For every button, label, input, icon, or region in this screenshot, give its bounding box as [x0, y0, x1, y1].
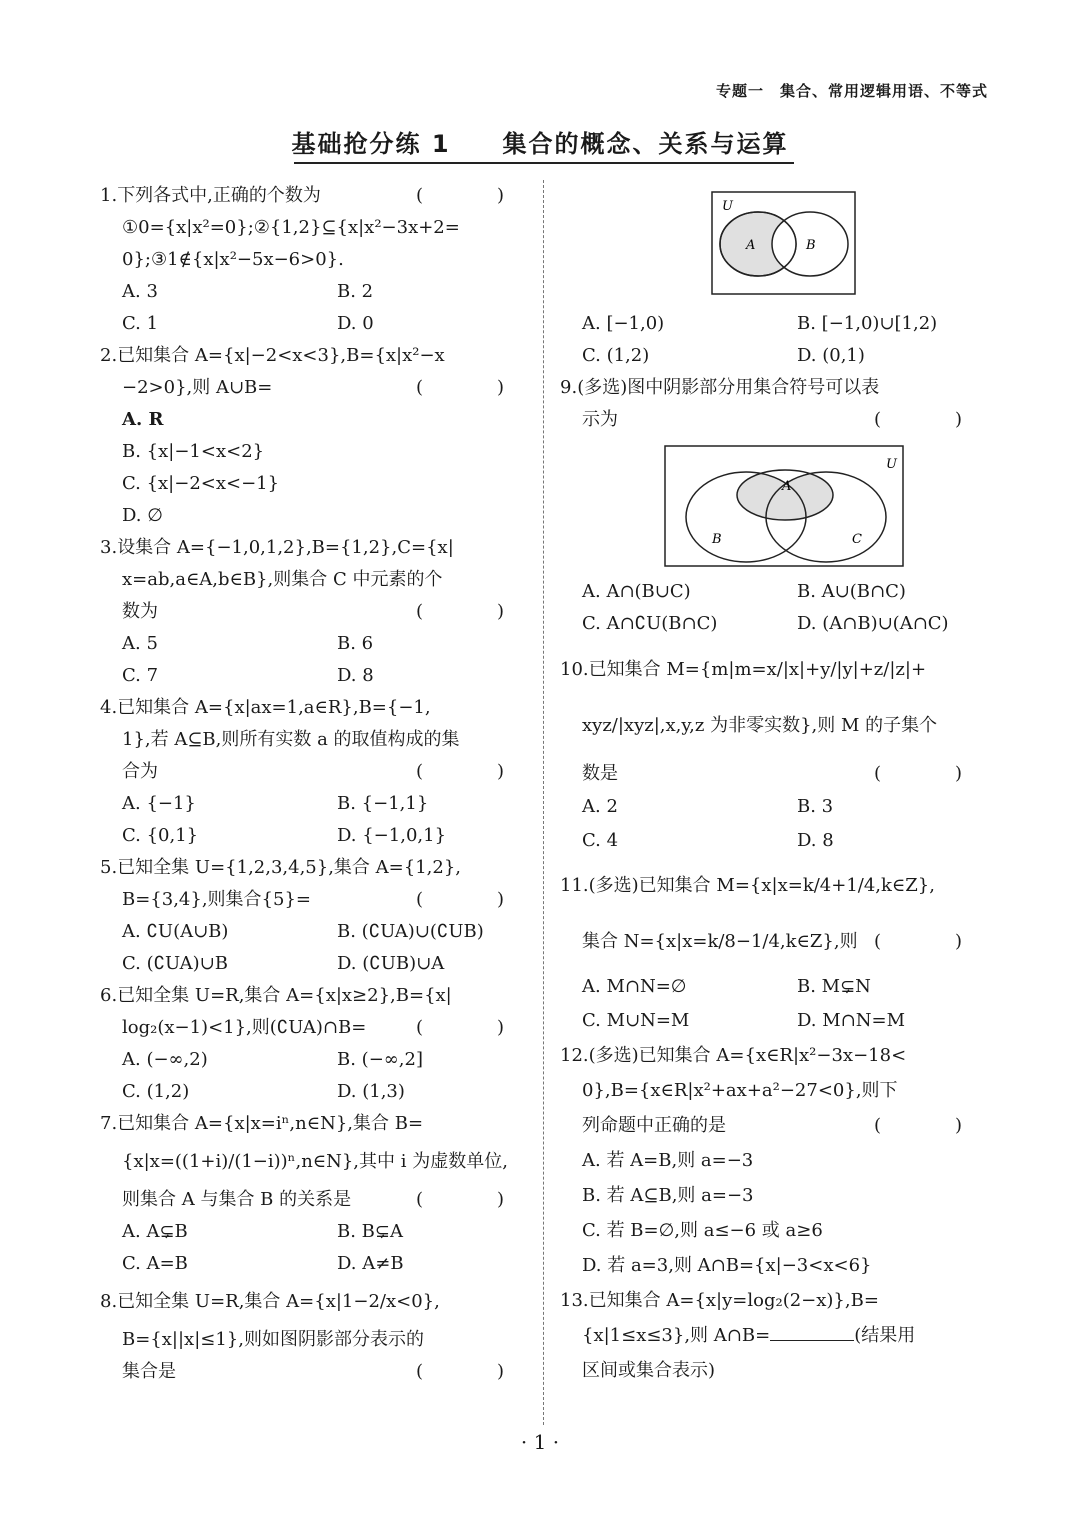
- answer-blank[interactable]: [770, 1322, 854, 1341]
- option-c: C. A∩∁U(B∩C): [582, 613, 718, 634]
- question-5: [100, 852, 532, 980]
- running-header: 专题一 集合、常用逻辑用语、不等式: [715, 82, 988, 100]
- question-number: 13.: [560, 1290, 589, 1311]
- option-c: C. (∁UA)∪B: [122, 953, 228, 974]
- page-title: 基础抢分练 1 集合的概念、关系与运算: [291, 130, 789, 158]
- option-d: D. {−1,0,1}: [337, 825, 447, 846]
- option-a: A. A∩(B∪C): [582, 581, 691, 602]
- question-text: (多选)已知集合 A={x∈R|x²−3x−18<: [588, 1045, 907, 1066]
- title-underline: [294, 162, 794, 164]
- option-a: A. 2: [582, 796, 618, 817]
- question-text: 合为: [122, 761, 158, 782]
- answer-paren: ( ): [415, 377, 532, 398]
- question-number: 2.: [100, 345, 118, 366]
- option-b: B. 3: [797, 796, 834, 817]
- question-text: 则集合 A 与集合 B 的关系是: [122, 1189, 352, 1210]
- option-b: B. M⊊N: [797, 976, 871, 997]
- label-c: C: [852, 532, 862, 547]
- option-d: D. 8: [797, 830, 834, 851]
- option-b: B. 6: [337, 633, 374, 654]
- option-b: B. {−1,1}: [337, 793, 429, 814]
- question-number: 4.: [100, 697, 118, 718]
- answer-paren: ( ): [873, 931, 990, 952]
- option-d: D. ∅: [122, 505, 163, 526]
- label-u: U: [886, 457, 897, 472]
- label-a: A: [782, 479, 792, 494]
- question-number: 7.: [100, 1113, 118, 1134]
- question-text: 已知集合 A={x|x=iⁿ,n∈N},集合 B=: [117, 1113, 424, 1134]
- question-text: 0};③1∉{x|x²−5x−6>0}.: [122, 249, 344, 270]
- option-d: D. M∩N=M: [797, 1010, 906, 1031]
- option-b: B. (∁UA)∪(∁UB): [337, 921, 484, 942]
- answer-paren: ( ): [873, 409, 990, 430]
- option-a: A. 3: [122, 281, 158, 302]
- option-c: C. (1,2): [582, 345, 650, 366]
- question-number: 8.: [100, 1291, 118, 1312]
- left-column: [100, 180, 532, 1388]
- question-text: −2>0},则 A∪B=: [122, 377, 273, 398]
- question-4: [100, 692, 532, 852]
- option-a: A. M∩N=∅: [582, 976, 687, 997]
- question-text: 已知全集 U={1,2,3,4,5},集合 A={1,2},: [117, 857, 461, 878]
- option-b: B. 若 A⊆B,则 a=−3: [582, 1185, 754, 1206]
- option-c: C. 7: [122, 665, 159, 686]
- option-a: A. {−1}: [122, 793, 196, 814]
- question-text: 集合 N={x|x=k/8−1/4,k∈Z},则: [582, 931, 858, 952]
- option-b: B. {x|−1<x<2}: [122, 441, 265, 462]
- answer-paren: ( ): [415, 1017, 532, 1038]
- option-b: B. (−∞,2]: [337, 1049, 423, 1070]
- question-text: log₂(x−1)<1},则(∁UA)∩B=: [122, 1017, 367, 1038]
- question-text: (多选)图中阴影部分用集合符号可以表: [577, 377, 880, 398]
- question-number: 6.: [100, 985, 118, 1006]
- question-text: 已知集合 A={x|−2<x<3},B={x|x²−x: [117, 345, 445, 366]
- venn-diagram-q9: [560, 440, 990, 572]
- answer-paren: ( ): [873, 763, 990, 784]
- question-text: 数为: [122, 601, 158, 622]
- question-text: ①0={x|x²=0};②{1,2}⊆{x|x²−3x+2=: [122, 217, 460, 238]
- question-1: [100, 180, 532, 340]
- option-d: D. 若 a=3,则 A∩B={x|−3<x<6}: [582, 1255, 872, 1276]
- question-6: [100, 980, 532, 1108]
- question-text: 已知集合 M={m|m=x/|x|+y/|y|+z/|z|+: [588, 659, 927, 680]
- question-text: {x|x=((1+i)/(1−i))ⁿ,n∈N},其中 i 为虚数单位,: [122, 1151, 508, 1172]
- option-a: A. A⊊B: [122, 1221, 188, 1242]
- question-10: [560, 646, 990, 858]
- question-text: {x|1≤x≤3},则 A∩B=: [582, 1325, 771, 1346]
- option-a: A. R: [122, 409, 164, 430]
- option-c: C. (1,2): [122, 1081, 190, 1102]
- venn-diagram-q8: [560, 182, 990, 304]
- question-text: 示为: [582, 409, 618, 430]
- question-text: B={x||x|≤1},则如图阴影部分表示的: [122, 1329, 424, 1350]
- question-8: [100, 1280, 532, 1388]
- question-number: 10.: [560, 659, 589, 680]
- question-number: 9.: [560, 377, 578, 398]
- option-c: C. 1: [122, 313, 159, 334]
- option-a: A. 5: [122, 633, 158, 654]
- label-b: B: [806, 238, 816, 253]
- label-a: A: [746, 238, 756, 253]
- question-text: 0},B={x∈R|x²+ax+a²−27<0},则下: [582, 1080, 898, 1101]
- question-text: 已知全集 U=R,集合 A={x|1−2/x<0},: [117, 1291, 440, 1312]
- question-text: 下列各式中,正确的个数为: [117, 185, 321, 206]
- answer-paren: ( ): [415, 601, 532, 622]
- answer-paren: ( ): [873, 1115, 990, 1136]
- option-a: A. (−∞,2): [122, 1049, 208, 1070]
- page-number: · 1 ·: [520, 1430, 560, 1454]
- question-text: 1},若 A⊆B,则所有实数 a 的取值构成的集: [122, 729, 460, 750]
- question-3: [100, 532, 532, 692]
- option-c: C. {0,1}: [122, 825, 199, 846]
- option-d: D. (∁UB)∪A: [337, 953, 445, 974]
- question-12: [560, 1038, 990, 1283]
- answer-paren: ( ): [415, 889, 532, 910]
- question-number: 11.: [560, 875, 589, 896]
- answer-paren: ( ): [415, 1189, 532, 1210]
- option-c: C. 4: [582, 830, 619, 851]
- question-text: 集合是: [122, 1361, 176, 1382]
- answer-paren: ( ): [415, 1361, 532, 1382]
- question-text: 设集合 A={−1,0,1,2},B={1,2},C={x|: [117, 537, 454, 558]
- question-number: 5.: [100, 857, 118, 878]
- question-text: B={3,4},则集合{5}=: [122, 889, 311, 910]
- question-text: x=ab,a∈A,b∈B},则集合 C 中元素的个: [122, 569, 443, 590]
- option-d: D. 8: [337, 665, 374, 686]
- question-number: 12.: [560, 1045, 589, 1066]
- option-d: D. (1,3): [337, 1081, 405, 1102]
- option-c: C. A=B: [122, 1253, 188, 1274]
- question-number: 3.: [100, 537, 118, 558]
- option-b: B. [−1,0)∪[1,2): [797, 313, 938, 334]
- question-text: xyz/|xyz|,x,y,z 为非零实数},则 M 的子集个: [582, 715, 938, 736]
- question-text: 已知集合 A={x|y=log₂(2−x)},B=: [588, 1290, 879, 1311]
- option-d: D. A≠B: [337, 1253, 404, 1274]
- question-11: [560, 858, 990, 1038]
- question-text: (多选)已知集合 M={x|x=k/4+1/4,k∈Z},: [588, 875, 935, 896]
- option-a: A. ∁U(A∪B): [122, 921, 229, 942]
- question-text: 数是: [582, 763, 618, 784]
- answer-paren: ( ): [415, 185, 532, 206]
- question-9: [560, 372, 990, 436]
- question-text: (结果用: [854, 1325, 916, 1346]
- option-c: C. 若 B=∅,则 a≤−6 或 a≥6: [582, 1220, 823, 1241]
- option-a: A. [−1,0): [582, 313, 665, 334]
- option-b: B. 2: [337, 281, 374, 302]
- right-column: [560, 178, 990, 1388]
- option-c: C. {x|−2<x<−1}: [122, 473, 280, 494]
- option-b: B. A∪(B∩C): [797, 581, 906, 602]
- option-a: A. 若 A=B,则 a=−3: [582, 1150, 754, 1171]
- question-7: [100, 1108, 532, 1280]
- question-13: [560, 1283, 990, 1388]
- question-text: 区间或集合表示): [582, 1360, 716, 1381]
- option-c: C. M∪N=M: [582, 1010, 690, 1031]
- answer-paren: ( ): [415, 761, 532, 782]
- label-b: B: [712, 532, 722, 547]
- option-d: D. (0,1): [797, 345, 865, 366]
- label-u: U: [722, 199, 733, 214]
- question-text: 列命题中正确的是: [582, 1115, 726, 1136]
- option-d: D. 0: [337, 313, 374, 334]
- question-2: [100, 340, 532, 532]
- option-d: D. (A∩B)∪(A∩C): [797, 613, 949, 634]
- question-number: 1.: [100, 185, 118, 206]
- question-text: 已知全集 U=R,集合 A={x|x≥2},B={x|: [117, 985, 452, 1006]
- option-b: B. B⊊A: [337, 1221, 403, 1242]
- question-text: 已知集合 A={x|ax=1,a∈R},B={−1,: [117, 697, 431, 718]
